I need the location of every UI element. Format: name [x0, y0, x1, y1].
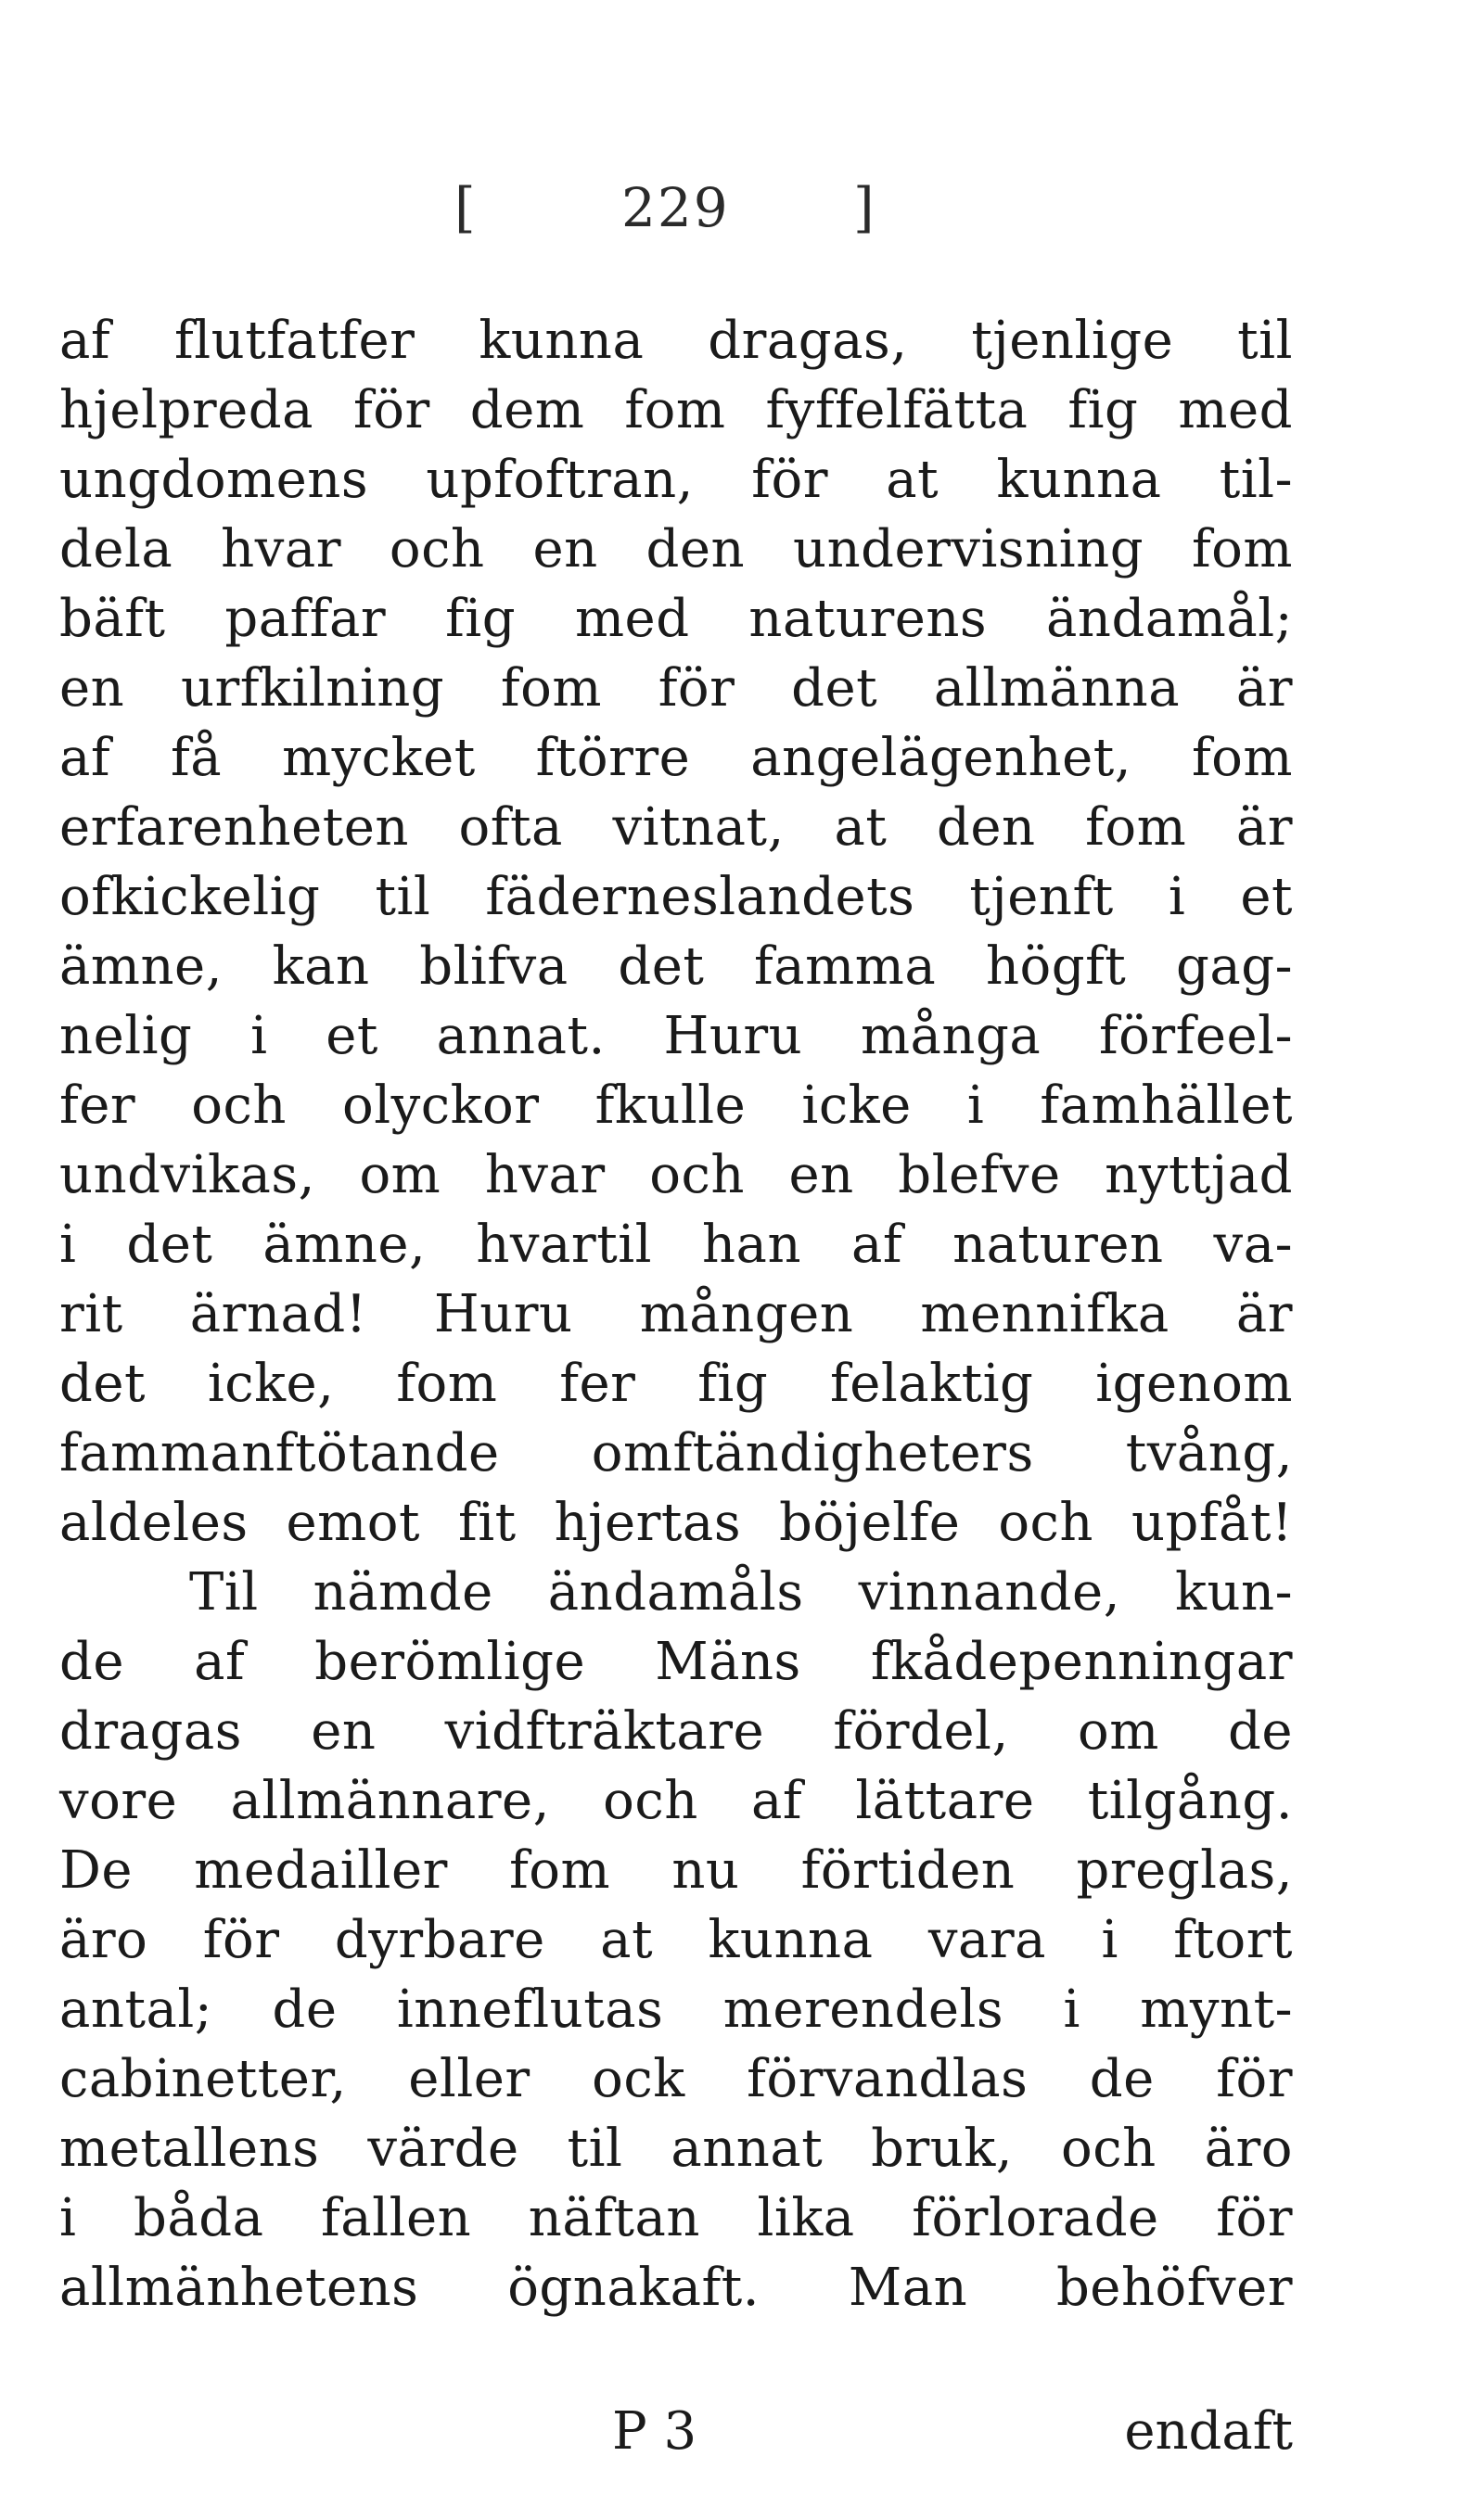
text-line: bäft paffar fig med naturens ändamål; — [59, 589, 1293, 649]
text-line: fer och olyckor fkulle icke i famhället — [59, 1075, 1293, 1136]
text-line: af flutfatfer kunna dragas, tjenlige til — [59, 311, 1293, 371]
text-line: ungdomens upfoftran, för at kunna til- — [59, 450, 1293, 510]
text-line: rit ärnad! Huru mången mennifka är — [59, 1284, 1293, 1344]
text-line: ofkickelig til fäderneslandets tjenft i et — [59, 867, 1293, 927]
page-footer — [59, 2401, 1293, 2517]
signature-mark: P 3 — [612, 2401, 697, 2462]
text-line: äro för dyrbare at kunna vara i ftort — [59, 1910, 1293, 1970]
text-line: vore allmännare, och af lättare tilgång. — [59, 1771, 1293, 1831]
text-line: dragas en vidfträktare fördel, om de — [59, 1701, 1293, 1762]
text-line: det icke, fom fer fig felaktig igenom — [59, 1354, 1293, 1414]
page-header — [454, 176, 881, 250]
text-line: hjelpreda för dem fom fyffelfätta fig med — [59, 380, 1293, 440]
text-line: De medailler fom nu förtiden preglas, — [59, 1840, 1293, 1901]
text-line: de af berömlige Mäns fkådepenningar — [59, 1632, 1293, 1692]
header-bracket-left: [ — [454, 176, 476, 239]
catchword: endaft — [1124, 2401, 1293, 2462]
page-number: 229 — [621, 176, 730, 239]
text-line: en urfkilning fom för det allmänna är — [59, 658, 1293, 719]
text-line-paragraph-start: Til nämde ändamåls vinnande, kun- — [189, 1562, 1293, 1623]
text-line: i båda fallen näftan lika förlorade för — [59, 2188, 1293, 2248]
text-line: nelig i et annat. Huru många förfeel- — [59, 1006, 1293, 1066]
text-line: aldeles emot fit hjertas böjelfe och upfåt! — [59, 1493, 1293, 1553]
header-bracket-right: ] — [853, 176, 875, 239]
body-text — [59, 306, 1293, 2323]
text-line: cabinetter, eller ock förvandlas de för — [59, 2049, 1293, 2109]
text-line: dela hvar och en den undervisning fom — [59, 519, 1293, 579]
text-line: fammanftötande omftändigheters tvång, — [59, 1423, 1293, 1483]
text-line: i det ämne, hvartil han af naturen va- — [59, 1215, 1293, 1275]
text-line: undvikas, om hvar och en blefve nyttjad — [59, 1145, 1293, 1205]
text-line: af få mycket ftörre angelägenhet, fom — [59, 728, 1293, 788]
text-line: allmänhetens ögnakaft. Man behöfver — [59, 2258, 1293, 2318]
text-line: ämne, kan blifva det famma högft gag- — [59, 936, 1293, 997]
text-line: erfarenheten ofta vitnat, at den fom är — [59, 797, 1293, 858]
text-line: antal; de inneflutas merendels i mynt- — [59, 1979, 1293, 2040]
text-line: metallens värde til annat bruk, och äro — [59, 2119, 1293, 2179]
